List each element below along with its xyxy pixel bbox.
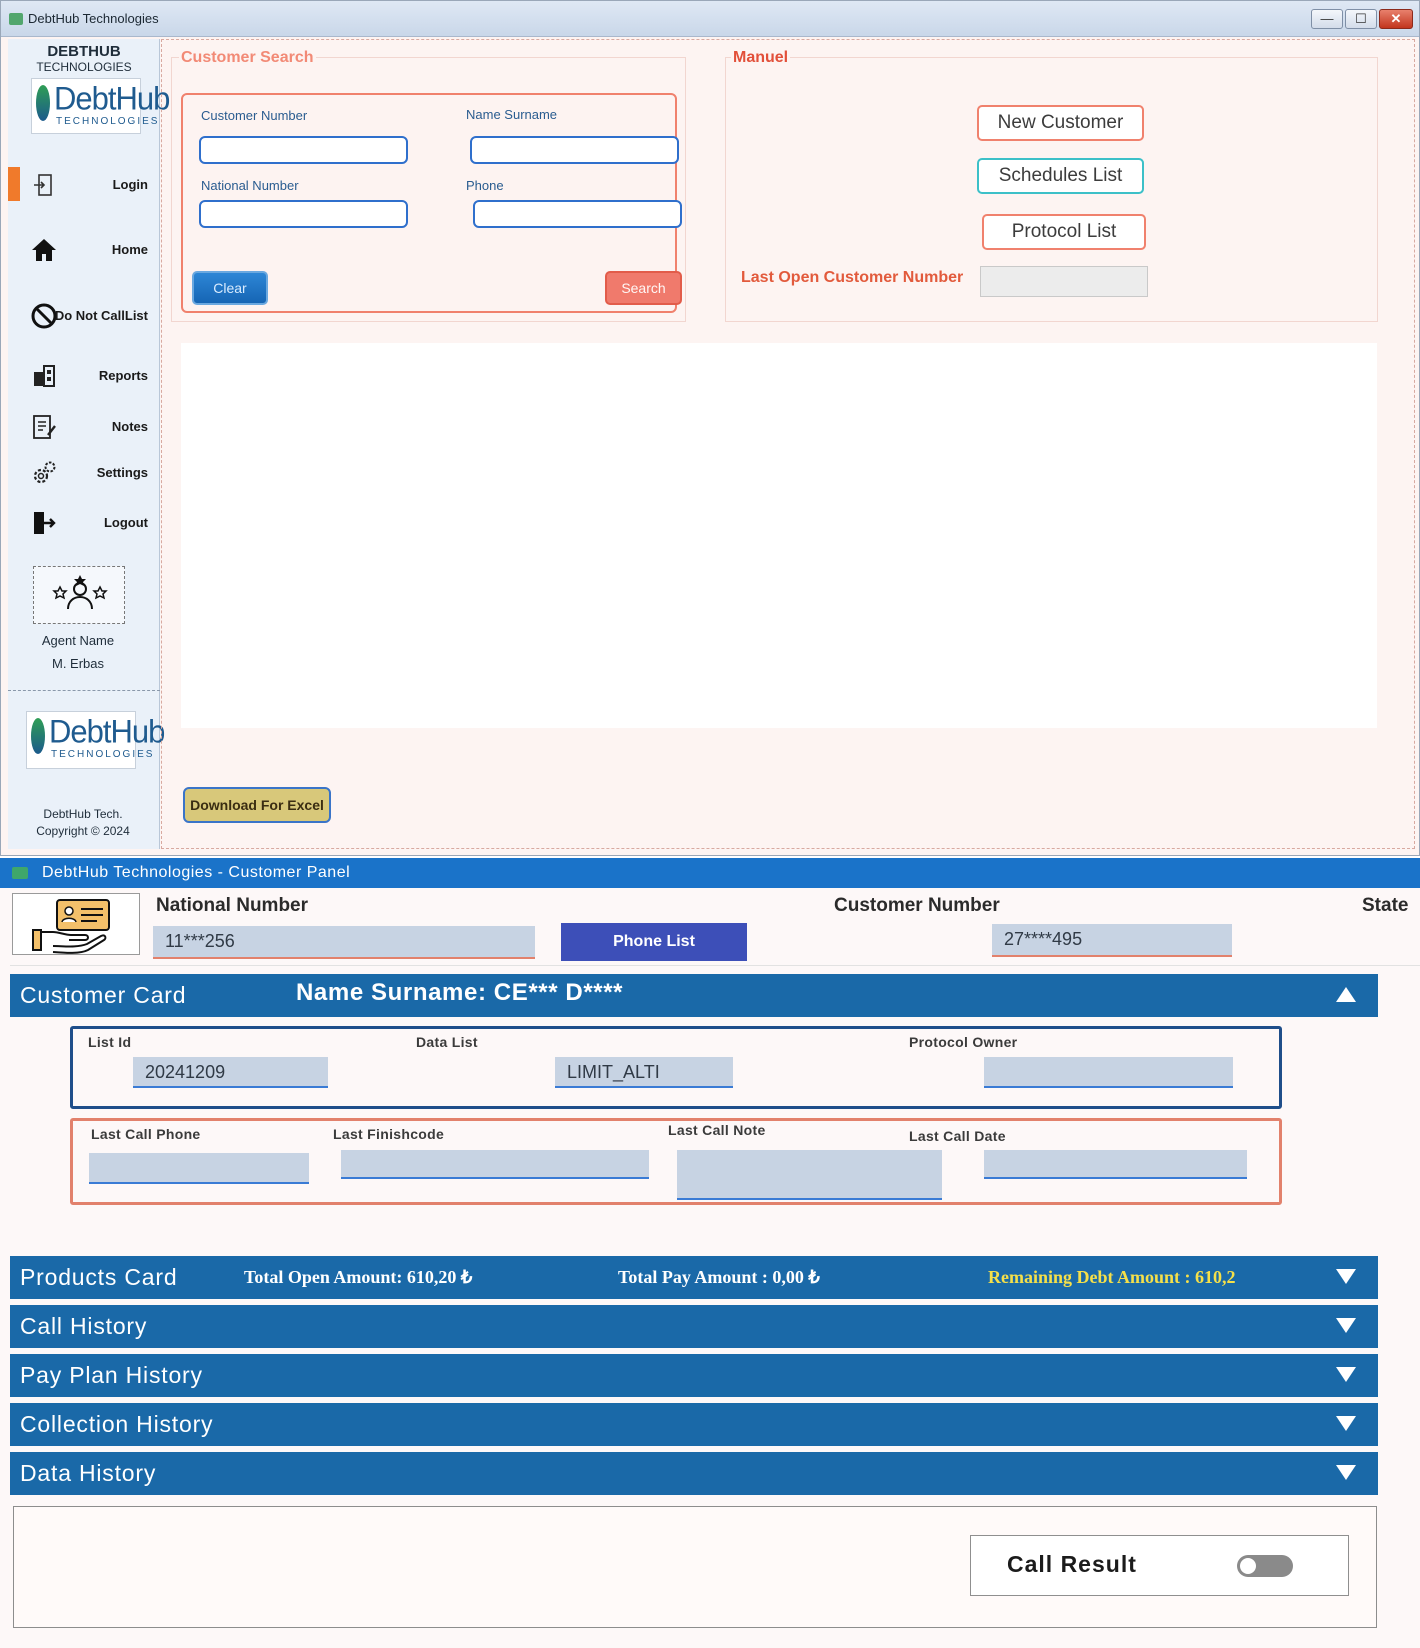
collection-history-title: Collection History (20, 1411, 214, 1437)
total-open-amount: Total Open Amount: 610,20 ₺ (244, 1267, 473, 1287)
company-logo: DebtHub TECHNOLOGIES (31, 78, 141, 134)
sidebar-item-reports[interactable] (8, 354, 160, 398)
sidebar-item-login[interactable] (8, 163, 160, 207)
customer-card-header[interactable] (10, 974, 1378, 1017)
minimize-button[interactable]: — (1311, 9, 1343, 29)
header-divider (10, 965, 1420, 966)
login-icon (30, 171, 58, 199)
call-result-box (970, 1535, 1349, 1596)
customer-number-label: Customer Number (201, 108, 308, 123)
last-finishcode-label: Last Finishcode (333, 1126, 445, 1142)
title-bar (1, 1, 1419, 37)
sidebar-item-notes[interactable] (8, 405, 160, 449)
last-open-customer-label: Last Open Customer Number (741, 269, 964, 286)
download-excel-button[interactable]: Download For Excel (183, 787, 331, 823)
protocol-owner-value (984, 1057, 1233, 1088)
expand-down-icon[interactable] (1336, 1416, 1356, 1431)
national-number-input[interactable] (199, 200, 408, 228)
call-history-header[interactable] (10, 1305, 1378, 1348)
sidebar-item-logout[interactable] (8, 501, 160, 545)
footer-copyright: Copyright © 2024 (36, 824, 130, 838)
collection-history-header[interactable] (10, 1403, 1378, 1446)
customer-number-input[interactable] (199, 136, 408, 164)
protocol-list-button[interactable]: Protocol List (982, 214, 1146, 250)
state-label: State (1362, 895, 1409, 916)
new-customer-button[interactable]: New Customer (977, 105, 1144, 141)
last-call-phone-label: Last Call Phone (91, 1126, 201, 1142)
close-button[interactable]: ✕ (1379, 9, 1413, 29)
search-results-area (181, 343, 1377, 728)
last-open-customer-field (980, 266, 1148, 297)
clear-button[interactable]: Clear (192, 271, 268, 305)
app-icon (12, 867, 28, 879)
name-surname-label: Name Surname (466, 107, 558, 122)
schedules-list-button[interactable]: Schedules List (977, 158, 1144, 194)
last-call-note-label: Last Call Note (668, 1122, 766, 1138)
id-card-icon (13, 894, 141, 956)
window-title: DebtHub Technologies (28, 11, 159, 26)
last-finishcode-value (341, 1150, 649, 1179)
data-list-label: Data List (416, 1034, 478, 1050)
products-card-title: Products Card (20, 1264, 178, 1290)
toggle-knob (1240, 1558, 1256, 1574)
phone-list-button[interactable]: Phone List (561, 923, 747, 961)
home-icon (30, 236, 58, 264)
agent-avatar (33, 566, 125, 624)
customer-search-title: Customer Search (181, 49, 314, 66)
list-id-value: 20241209 (133, 1057, 328, 1088)
sidebar-item-settings[interactable] (8, 451, 160, 495)
phone-input[interactable] (473, 200, 682, 228)
sidebar (8, 39, 170, 849)
expand-down-icon[interactable] (1336, 1367, 1356, 1382)
expand-down-icon[interactable] (1336, 1465, 1356, 1480)
collapse-up-icon[interactable] (1336, 987, 1356, 1002)
customer-id-card-box (12, 893, 140, 955)
data-history-title: Data History (20, 1460, 157, 1486)
customer-number-header-label: Customer Number (834, 895, 1000, 916)
products-card-header[interactable] (10, 1256, 1378, 1299)
last-call-date-value (984, 1150, 1247, 1179)
agent-team-icon (34, 567, 126, 625)
customer-panel-title: DebtHub Technologies - Customer Panel (42, 864, 351, 881)
sidebar-item-label: Logout (103, 515, 148, 530)
search-button[interactable]: Search (605, 271, 682, 305)
sidebar-item-home[interactable] (8, 228, 160, 272)
reports-icon (30, 362, 58, 390)
national-number-label: National Number (201, 178, 299, 193)
sidebar-item-label: Notes (111, 419, 148, 434)
name-surname-input[interactable] (470, 136, 679, 164)
brand-name: DEBTHUB (47, 43, 121, 60)
maximize-button[interactable]: ☐ (1345, 9, 1377, 29)
national-number-header-label: National Number (156, 895, 309, 916)
remaining-debt-amount: Remaining Debt Amount : 610,2 (988, 1267, 1236, 1287)
data-history-header[interactable] (10, 1452, 1378, 1495)
total-pay-amount: Total Pay Amount : 0,00 ₺ (618, 1267, 820, 1287)
call-history-title: Call History (20, 1313, 148, 1339)
data-list-value: LIMIT_ALTI (555, 1057, 733, 1088)
sidebar-item-label: Reports (98, 368, 148, 383)
last-call-phone-value (89, 1153, 309, 1184)
sidebar-item-label: Do Not CallList (54, 308, 148, 323)
call-result-label: Call Result (1007, 1551, 1137, 1577)
block-icon (30, 302, 58, 330)
list-id-label: List Id (88, 1034, 132, 1050)
footer-company: DebtHub Tech. (43, 807, 123, 821)
customer-number-value: 27****495 (992, 924, 1232, 957)
sidebar-item-label: Settings (96, 465, 148, 480)
footer-logo: DebtHub TECHNOLOGIES (26, 711, 136, 769)
sidebar-item-label: Home (111, 242, 148, 257)
customer-name-surname: Name Surname: CE*** D**** (296, 979, 624, 1006)
manuel-title: Manuel (733, 49, 789, 66)
gear-icon (30, 459, 58, 487)
national-number-value: 11***256 (153, 926, 535, 959)
customer-card-title: Customer Card (20, 982, 187, 1008)
brand-sub: TECHNOLOGIES (36, 60, 132, 74)
pay-plan-history-title: Pay Plan History (20, 1362, 203, 1388)
phone-label: Phone (466, 178, 504, 193)
agent-name-label: Agent Name (41, 633, 115, 648)
app-icon (9, 13, 23, 25)
pay-plan-history-header[interactable] (10, 1354, 1378, 1397)
logout-icon (30, 509, 58, 537)
customer-panel-title-bar (0, 858, 1420, 888)
expand-down-icon[interactable] (1336, 1269, 1356, 1284)
last-call-date-label: Last Call Date (909, 1128, 1006, 1144)
sidebar-divider (8, 690, 160, 691)
expand-down-icon[interactable] (1336, 1318, 1356, 1333)
call-result-toggle[interactable] (1237, 1555, 1293, 1577)
last-call-note-value (677, 1150, 942, 1200)
notes-icon (30, 413, 58, 441)
protocol-owner-label: Protocol Owner (909, 1034, 1018, 1050)
sidebar-item-label: Login (112, 177, 148, 192)
sidebar-item-do-not-calllist[interactable] (8, 294, 160, 338)
agent-name: M. Erbas (51, 656, 104, 671)
